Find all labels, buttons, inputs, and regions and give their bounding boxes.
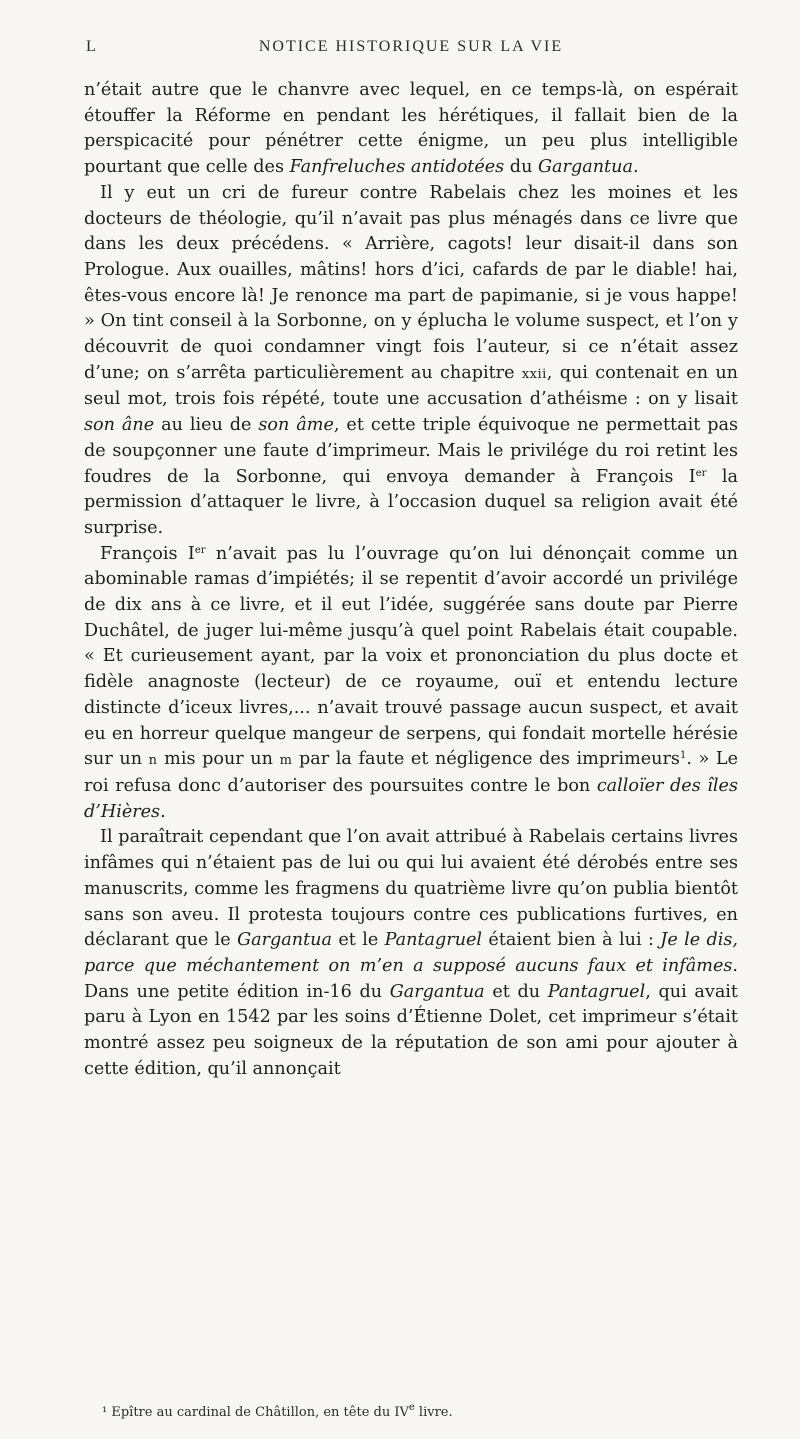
italic-title: Gargantua [389,981,485,1002]
footnote-text: Epître au cardinal de Châtillon, en tête du IV [107,1405,409,1420]
text-run: Il y eut un cri de fureur contre Rabelais chez les moines et les docteurs de théologie, qu’il n’avait pas plus ménagés dans ce livre que dans les deux précédens. « Arrière, cagots! leur disait-il dans son Prologue. Aux ouailles, mâtins! hors d’ici, cafards de par le diable! hai, êtes-vous encore là! Je renonce ma part de papimanie, si je vous happe! » On tint conseil à la Sorbonne, on y éplucha le volume suspect, et l’on y découvrit de quoi condamner vingt fois l’auteur, si ce n’était assez d’une; on s’arrêta particulièrement au chapitre [84,182,738,383]
paragraph-4 [84,825,738,1082]
small-caps-letter: m [279,753,293,769]
text-run: n’avait pas lu l’ouvrage qu’on lui dénonçait comme un abominable ramas d’impiétés; il se repentit d’avoir accordé un privilége de dix ans à ce livre, et il eut l’idée, suggérée sans doute par Pierre Duchâtel, de juger lui-même jusqu’à quel point Rabelais était coupable. « Et curieusement ayant, par la voix et prononciation du plus docte et fidèle anagnoste (lecteur) de ce royaume, ouï et entendu lecture distincte d’iceux livres,... n’avait trouvé passage aucun suspect, et avait eu en horreur quelque mangeur de serpens, qui fondait mortelle hérésie sur un [84,543,738,770]
italic-phrase: son âme [258,415,334,436]
footnote-reference: 1 [679,750,687,762]
text-run: mis pour un [157,749,280,770]
body-text [84,78,738,1082]
italic-title: Gargantua [237,930,332,951]
superscript: er [695,467,707,479]
text-run: . [160,801,166,822]
running-title: NOTICE HISTORIQUE SUR LA VIE [258,38,564,55]
small-caps-letter: n [148,753,158,769]
text-run: n’était autre que le chanvre avec lequel, en ce temps-là, on espérait étouffer la Réforme en pendant les hérétiques, il fallait bien de la perspicacité pour pénétrer cette énigme, un peu plus intelligible pourtant que celle des [84,80,738,178]
text-run: , qui contenait en un seul mot, trois fois répété, toute une accusation d’athéisme : on y lisait [84,362,738,410]
text-run: , qui avait paru à Lyon en 1542 par les soins d’Étienne Dolet, cet imprimeur s’était montré assez peu soigneux de la réputation de son ami pour ajouter à cette édition, qu’il annonçait [84,981,739,1079]
text-run: . [632,157,639,178]
text-run: au lieu de [154,415,259,436]
text-run: étaient bien à lui : [482,930,661,951]
italic-title: Pantagruel [384,930,483,951]
italic-title: Pantagruel [547,981,646,1002]
footnote-text: livre. [414,1405,453,1420]
page-number: L [86,38,98,55]
text-run: et le [332,930,385,951]
paragraph-1 [84,78,738,181]
italic-quote: Je le dis, parce que méchantement on m’en a supposé aucuns faux et infâmes [84,930,738,976]
text-run: . Dans une petite édition in-16 du [84,955,738,1002]
footnote-marker: ¹ [102,1405,108,1420]
paragraph-3 [84,542,738,826]
superscript: er [194,544,206,556]
italic-phrase: son âne [84,415,155,436]
superscript: e [408,1402,415,1413]
text-run: la permission d’attaquer le livre, à l’occasion duquel sa religion avait été surprise. [84,466,738,538]
text-run: et du [484,981,548,1002]
chapter-number: xxii [521,366,547,382]
text-run: du [504,157,538,178]
running-head [86,38,736,66]
italic-title: Gargantua [538,157,633,178]
italic-phrase: calloïer des îles d’Hières [84,775,738,822]
text-run: , et cette triple équivoque ne permettait pas de soupçonner une faute d’imprimeur. Mais le privilége du roi retint les foudres de la Sorbonne, qui envoya demander à François I [84,415,738,487]
text-run: par la faute et négligence des imprimeurs [292,749,680,770]
paragraph-2 [84,181,738,542]
footnote [102,1404,742,1422]
text-run: . » Le roi refusa donc d’autoriser des poursuites contre le bon [84,749,739,796]
italic-title: Fanfreluches antidotées [289,157,505,178]
text-run: Il paraîtrait cependant que l’on avait attribué à Rabelais certains livres infâmes qui n’étaient pas de lui ou qui lui avaient été dérobés entre ses manuscrits, comme les fragmens du quatrième livre qu’on publia bientôt sans son aveu. Il protesta toujours contre ces publications furtives, en déclarant que le [84,827,738,951]
text-run: François I [100,543,195,564]
